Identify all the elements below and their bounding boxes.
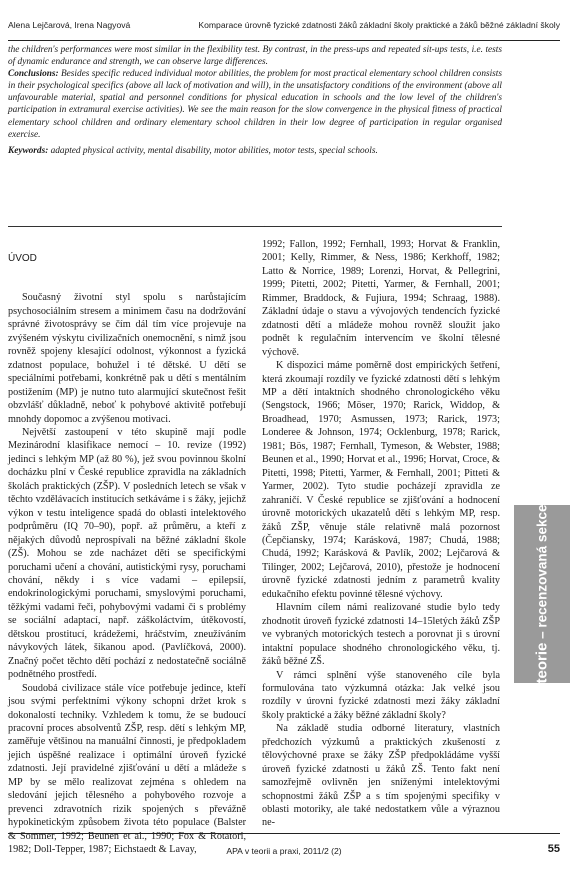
section-tab-rest: – recenzovaná sekce (534, 504, 550, 643)
keywords-text: adapted physical activity, mental disability, motor abilities, motor tests, special schools. (48, 145, 378, 156)
left-column (8, 238, 246, 856)
paragraph: K dispozici máme poměrně dost empirických šetření, která zkoumají rozdíly ve fyzické zdatnosti dětí s lehkým MP a dětí intaktních shodného chronologického věku (Sengstock, 1966; Möser, 1970; Rarick, Widdop, & Broadhead, 1970; Asmussen, 1973; Rarick, 1973; Londeree & Johnson, 1974; Ocklenburg, 1978; Rarick, 1981; Bös, 1987; Fernhall, Tymeson, & Webster, 1988; Beunen et al., 1990; Horvat et al., 1996; Horvat, Croce, & Pitetti, 1998; Pitetti, Yarmer, & Fernhall, 2001; Pitteti & Yarmer, 2002). Tyto studie pocházejí zpravidla ze zahraničí. V České republice se zjišťování a hodnocení úrovně motorických ukazatelů dětí s lehkým MP, resp. žáků ZŠP, věnuje stále relativně malá pozornost (Čepčiansky, 1974; Karásková, 1987; Chudá, 1988; Chudá, 1992; Karásková & Pavlík, 2002; Lejčarová & Tilinger, 2002; Lejčarová, 2010), přestože je hodnocení úrovně fyzické zdatnosti jedním z parametrů kvality edukačního efektu povinné tělesné výchovy. (262, 360, 500, 600)
paragraph: Na základě studia odborné literatury, vlastních předchozích výzkumů a praktických zkušeností z tělovýchovné praxe se žáky ZŠP předpokládáme vyšší úroveň fyzické zdatnosti u žáků ZŠ. Tento fakt není samozřejmě ovlivněn jen sníženými intelektovými schopnostmi žáků ZŠP a s tím spojenými specifiky v oblasti motoriky, ale také nedostatkem vůle a výraznou ne- (262, 723, 500, 829)
abstract-conclusions (8, 68, 502, 141)
section-tab-word: teorie (533, 642, 551, 684)
paragraph: Soudobá civilizace stále více potřebuje jedince, kteří jsou svými perfektními výkony schopni držet krok s dokonalostí techniky. Vzhledem k tomu, že se budoucí pracovní proces absolventů ZŠP, resp. dětí s lehkým MP, zaměřuje většinou na manuální činnosti, je předpokladem jejich úspěšné realizace i optimální úroveň fyzické zdatnosti. Její pravidelné zjišťování u dětí a mládeže s MP by se mělo realizovat zejména s ohledem na sledování jejich tělesného a pohybového rozvoje a prevenci zdravotních rizik spojených s převážně hypokinetickým způsobem života této populace (Balster & Sommer, 1992; Beunen et al., 1990; Fox & Rotatori, 1982; Doll-Tepper, 1987; Eichstaedt & Lavay, (8, 682, 246, 856)
running-header (8, 6, 560, 41)
keywords-label: Keywords: (8, 145, 49, 156)
header-authors: Alena Lejčarová, Irena Nagyová (8, 20, 131, 30)
paragraph: 1992; Fallon, 1992; Fernhall, 1993; Horvat & Franklin, 2001; Kelly, Rimmer, & Ness, 1986; Kerkhoff, 1982; Latto & Norrice, 1989; Lorenzi, Horvat, & Pellegrini, 1999; Pitetti, 2002; Pitetti, Yarmer, & Fernhall, 2001; Rimmer, Braddock, & Fujiura, 1994; Schraag, 1988). Základní údaje o stavu a vývojových tendencích fyzické zdatnosti dětí a mládeže mohou rovněž sloužit jako podnět k regulačním intervencím ve školní tělesné výchově. (262, 239, 500, 358)
right-column (262, 238, 500, 830)
paragraph: V rámci splnění výše stanoveného cíle byla formulována tato výzkumná otázka: Jak velké jsou rozdíly v úrovni fyzické zdatnosti mezi žáky základní školy praktické a žáky běžné základní školy? (262, 669, 500, 721)
paragraph: Největší zastoupení v této skupině mají podle Mezinárodní klasifikace nemocí – 10. revize (1992) jedinci s lehkým MP (až 80 %), jež svou povinnou školní docházku plní v České republice zpravidla na základních školách praktických (ZŠP). V posledních letech se však v těchto vzdělávacích institucích setkáváme i s žáky, jejichž výkon v testu inteligence spadá do oblasti intelektového podprůměru (IQ 70–90), popř. až průměru, a kteří z nějakých důvodů neprospívali na běžné základní škole (ZŠ). Mohou se zde nacházet děti se specifickými poruchami učení a chování, autistickými rysy, poruchami chování, někdy i s více vadami – epilepsií, endokrinologickými poruchami, smyslovými poruchami, těžkými vadami řeči, pohybovými vadami či s problémy se sociální adaptací, např. záškoláctvím, útěkovostí, dětskou prostitucí, krádežemi, hráčstvím, zneužíváním návykových látek, šikanou apod. (Pavlíčková, 2000). Značný počet těchto dětí pochází z nedostatečně sociálně podnětného prostředí. (8, 426, 246, 681)
section-heading: ÚVOD (8, 253, 37, 264)
abstract-results-end: the children's performances were most similar in the flexibility test. By contrast, in the press-ups and repeated sit-ups tests, i.e. tests of dynamic endurance and strength, we can observe large differences. (8, 45, 502, 68)
running-footer (8, 833, 560, 864)
abstract (8, 44, 502, 157)
section-tab-label (534, 505, 551, 684)
conclusions-text: Besides specific reduced individual motor abilities, the problem for most practical elementary school children consists in their psychological specifics (above all lack of motivation and will), in the unsatisfactory conditions of the environment (above all unfavourable material, spatial and personnel conditions for physical education in schools and the low level of the children's participation in extramural exercise activities). We see the main reason for the slow convergence in the physical fitness of practical elementary school children and ordinary elementary school children in their low degree of participation in regular organised exercise. (8, 69, 502, 140)
heading-spacer (8, 238, 246, 252)
abstract-divider (8, 226, 502, 227)
paragraph: Hlavním cílem námi realizované studie bylo tedy zhodnotit úroveň fyzické zdatnosti 14–15letých žáků ZŠP ve vybraných motorických testech a porovnat ji s úrovní intaktní populace shodného chronologického věku, tj. žáků běžné ZŠ. (262, 602, 500, 668)
conclusions-label: Conclusions: (8, 69, 59, 80)
footer-journal: APA v teorii a praxi, 2011/2 (2) (226, 846, 342, 856)
section-tab (514, 505, 570, 683)
page-number: 55 (547, 843, 560, 855)
abstract-keywords (8, 145, 502, 157)
paragraph: Současný životní styl spolu s narůstajícím psychosociálním stresem a minimem času na dodržování správné životosprávy se čím dál tím více projevuje na zvýšeném výskytu civilizačních onemocnění, s nimž jsou rovněž spojeny klesající odolnost, výkonnost a fyzická zdatnost populace, bohužel i té dětské. U dětí se speciálními potřebami, konkrétně pak u dětí s mentálním postižením (MP) je nutno tuto alarmující skutečnost řešit obzvlášť důkladně, neboť k pohybové aktivitě potřebují mnohdy dopomoc a zvýšenou motivaci. (8, 292, 246, 425)
heading-spacer-after (8, 277, 246, 291)
header-article-title: Komparace úrovně fyzické zdatnosti žáků základní školy praktické a žáků běžné základní školy (198, 20, 560, 30)
